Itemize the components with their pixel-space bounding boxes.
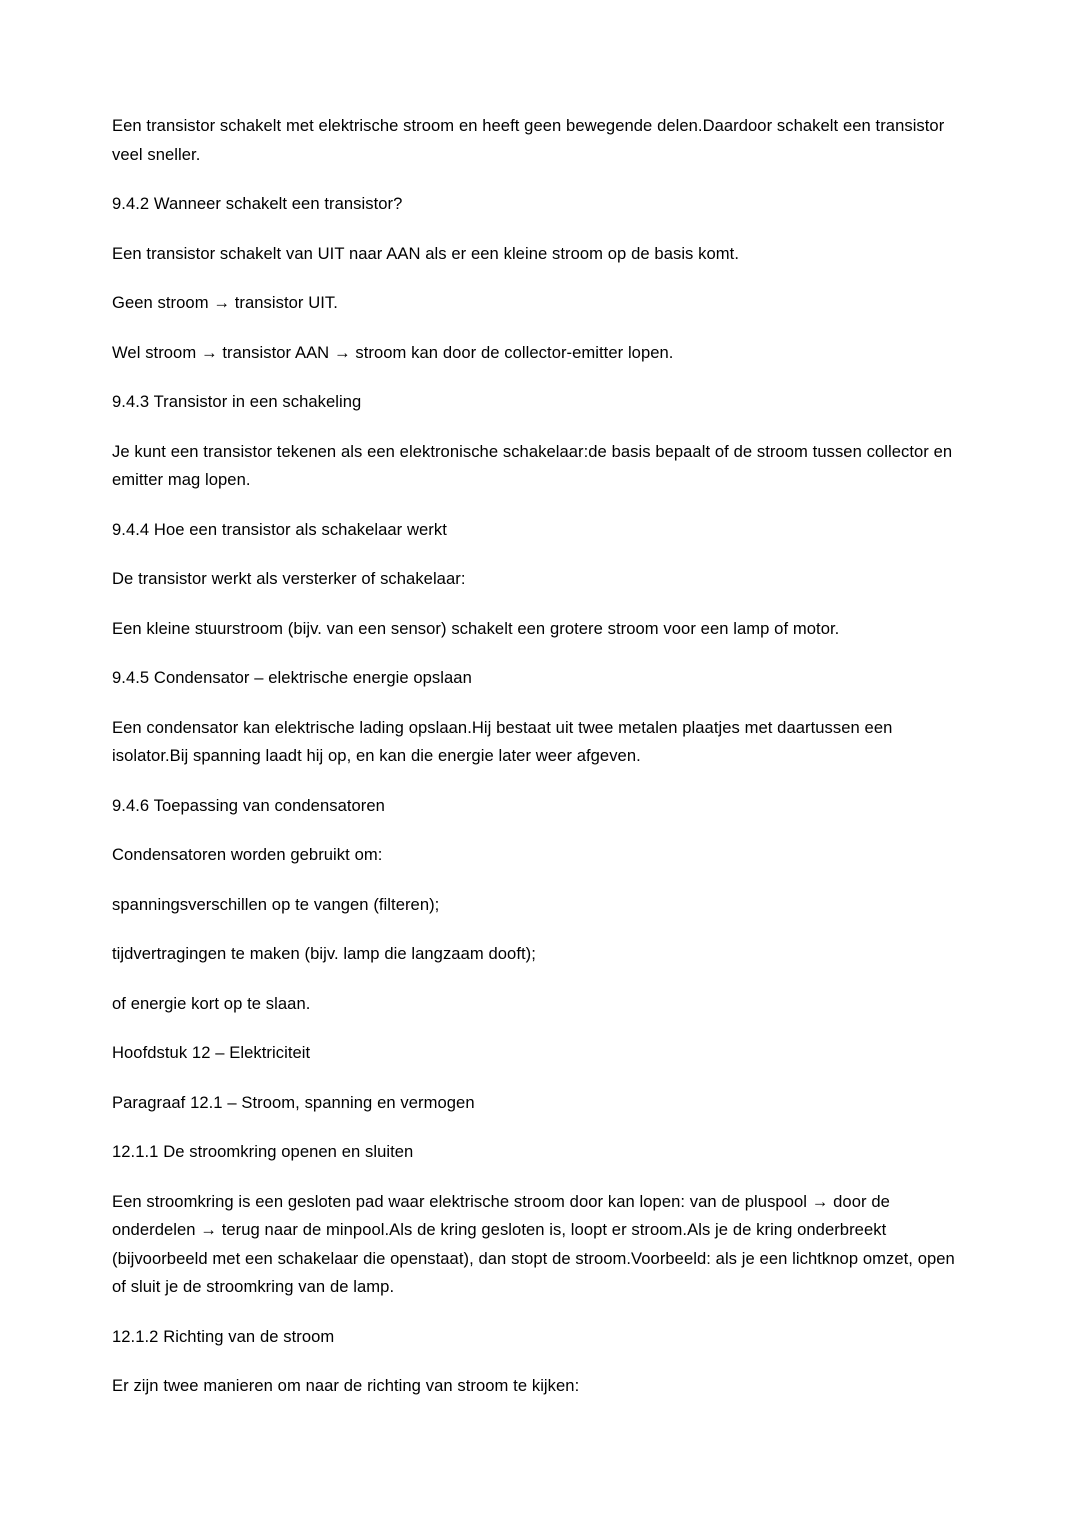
heading-12-1-2: 12.1.2 Richting van de stroom xyxy=(112,1326,335,1346)
paragraph-9-4-6-item-2: tijdvertragingen te maken (bijv. lamp die langzaam dooft); xyxy=(112,944,536,963)
paragraph-12-1-2-body: Er zijn twee manieren om naar de richting van stroom te kijken: xyxy=(112,1376,580,1395)
heading-9-4-6: 9.4.6 Toepassing van condensatoren xyxy=(112,795,385,815)
paragraph-geen-stroom: Geen stroom → transistor UIT. xyxy=(112,293,338,312)
paragraph-9-4-3-body: Je kunt een transistor tekenen als een elektronische schakelaar:de basis bepaalt of de stroom tussen collector en emitter mag lopen. xyxy=(112,441,957,489)
paragraph-9-4-6-item-1: spanningsverschillen op te vangen (filteren); xyxy=(112,894,440,914)
heading-9-4-4: 9.4.4 Hoe een transistor als schakelaar werkt xyxy=(112,519,447,539)
heading-9-4-5: 9.4.5 Condensator – elektrische energie opslaan xyxy=(112,668,472,687)
paragraph-intro-transistor-speed: Een transistor schakelt met elektrische stroom en heeft geen bewegende delen.Daardoor schakelt een transistor veel sneller. xyxy=(112,116,950,164)
paragraph-9-4-6-item-3: of energie kort op te slaan. xyxy=(112,993,311,1013)
paragraph-9-4-6-intro: Condensatoren worden gebruikt om: xyxy=(112,845,383,864)
heading-9-4-2: 9.4.2 Wanneer schakelt een transistor? xyxy=(112,194,403,213)
paragraph-wel-stroom: Wel stroom → transistor AAN → stroom kan door de collector-emitter lopen. xyxy=(112,342,674,362)
heading-hoofdstuk-12: Hoofdstuk 12 – Elektriciteit xyxy=(112,1043,311,1062)
paragraph-9-4-2-body: Een transistor schakelt van UIT naar AAN als er een kleine stroom op de basis komt. xyxy=(112,243,739,263)
heading-paragraaf-12-1: Paragraaf 12.1 – Stroom, spanning en vermogen xyxy=(112,1092,475,1112)
paragraph-9-4-4-body-2: Een kleine stuurstroom (bijv. van een sensor) schakelt een grotere stroom voor een lamp of motor. xyxy=(112,618,840,638)
heading-9-4-3: 9.4.3 Transistor in een schakeling xyxy=(112,392,362,411)
paragraph-9-4-5-body: Een condensator kan elektrische lading opslaan.Hij bestaat uit twee metalen plaatjes met daartussen een isolator.Bij spanning laadt hij op, en kan die energie later weer afgeven. xyxy=(112,717,898,765)
document-text-body xyxy=(112,112,968,1401)
heading-12-1-1: 12.1.1 De stroomkring openen en sluiten xyxy=(112,1142,414,1161)
paragraph-9-4-4-body-1: De transistor werkt als versterker of schakelaar: xyxy=(112,569,466,588)
paragraph-12-1-1-body: Een stroomkring is een gesloten pad waar elektrische stroom door kan lopen: van de pluspool → door de onderdelen → terug naar de minpool.Als de kring gesloten is, loopt er stroom.Als je de kring onderbreekt (bijvoorbeeld met een schakelaar die openstaat), dan stopt de stroom.Voorbeeld: als je een lichtknop omzet, open of sluit je de stroomkring van de lamp. xyxy=(112,1191,960,1296)
